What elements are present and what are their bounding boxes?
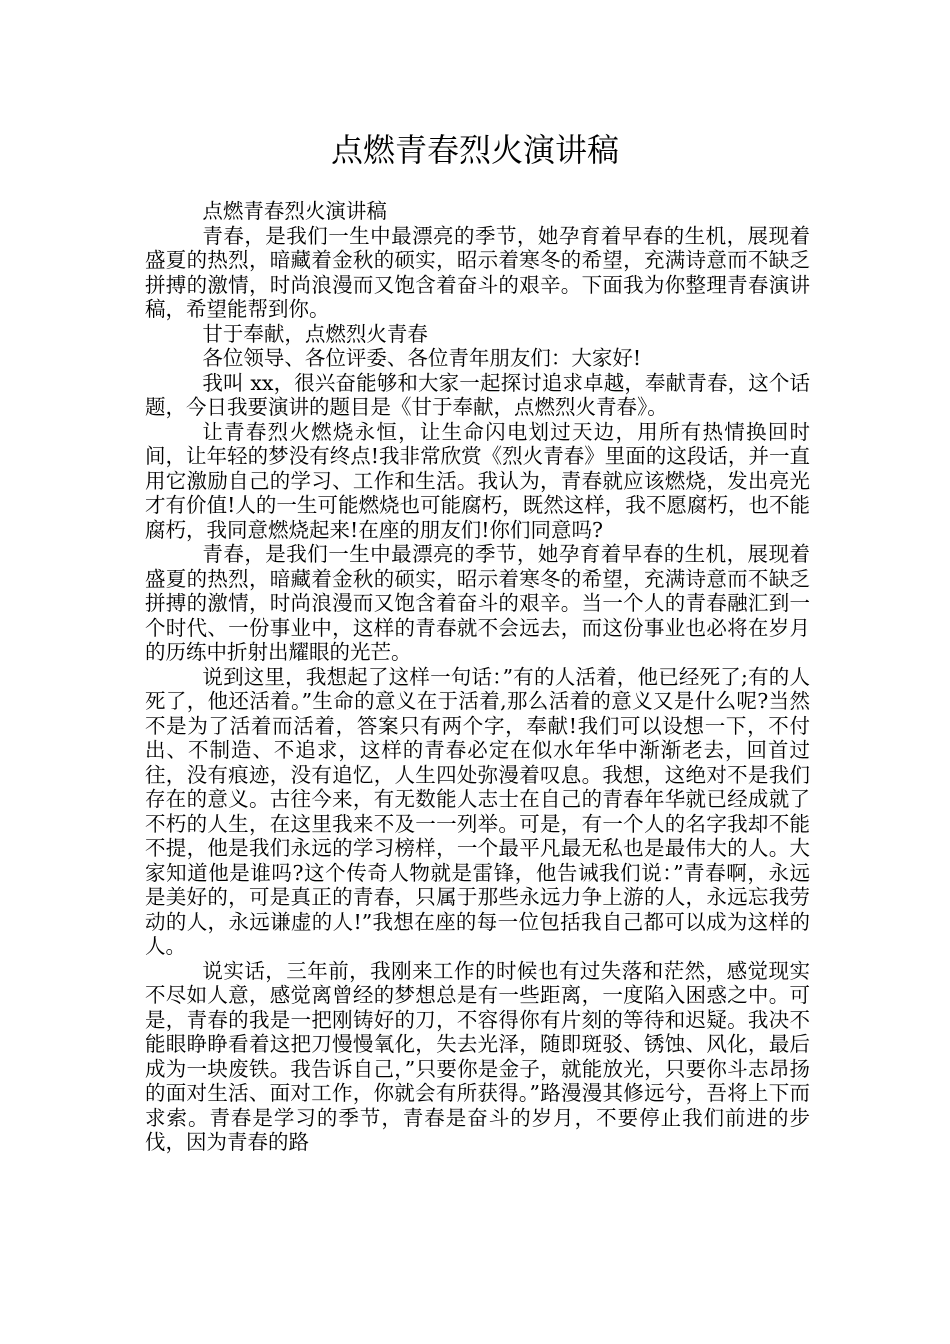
paragraph-personal-story: 说实话，三年前，我刚来工作的时候也有过失落和茫然，感觉现实不尽如人意，感觉离曾经的梦想总是有一些距离，一度陷入困惑之中。可是，青春的我是一把刚铸好的刀，不容得你有片刻的等待和迟疑。我决不能眼睁睁看着这把刀慢慢氧化，失去光泽，随即斑驳、锈蚀、风化，最后成为一块废铁。我告诉自己，”只要你是金子，就能放光，只要你斗志昂扬的面对生活、面对工作，你就会有所获得。”路漫漫其修远兮，吾将上下而求索。青春是学习的季节，青春是奋斗的岁月，不要停止我们前进的步伐，因为青春的路 [145,958,810,1154]
paragraph-youth-season: 青春，是我们一生中最漂亮的季节，她孕育着早春的生机，展现着盛夏的热烈，暗藏着金秋的硕实，昭示着寒冬的希望，充满诗意而不缺乏拼搏的激情，时尚浪漫而又饱含着奋斗的艰辛。当一个人的青春融汇到一个时代、一份事业中，这样的青春就不会远去，而这份事业也必将在岁月的历练中折射出耀眼的光芒。 [145,542,810,664]
paragraph-self-introduction: 我叫 xx，很兴奋能够和大家一起探讨追求卓越，奉献青春，这个话题，今日我要演讲的题目是《甘于奉献，点燃烈火青春》。 [145,370,810,419]
paragraph-intro: 青春，是我们一生中最漂亮的季节，她孕育着早春的生机，展现着盛夏的热烈，暗藏着金秋的硕实，昭示着寒冬的希望，充满诗意而不缺乏拼搏的激情，时尚浪漫而又饱含着奋斗的艰辛。下面我为你整理青春演讲稿，希望能帮到你。 [145,223,810,321]
paragraph-meaning-of-life: 说到这里，我想起了这样一句话：”有的人活着，他已经死了;有的人死了，他还活着。”生命的意义在于活着,那么活着的意义又是什么呢?当然不是为了活着而活着，答案只有两个字，奉献!我们可以设想一下，不付出、不制造、不追求，这样的青春必定在似水年华中渐渐老去，回首过往，没有痕迹，没有追忆，人生四处弥漫着叹息。我想，这绝对不是我们存在的意义。古往今来，有无数能人志士在自己的青春年华就已经成就了不朽的人生，在这里我来不及一一列举。可是，有一个人的名字我却不能不提，他是我们永远的学习榜样，一个最平凡最无私也是最伟大的人。大家知道他是谁吗?这个传奇人物就是雷锋，他告诫我们说：”青春啊，永远是美好的，可是真正的青春，只属于那些永远力争上游的人，永远忘我劳动的人，永远谦虚的人!”我想在座的每一位包括我自己都可以成为这样的人。 [145,664,810,958]
document-body [145,199,810,1299]
document-title: 点燃青春烈火演讲稿 [330,131,619,169]
paragraph-burning-youth: 让青春烈火燃烧永恒，让生命闪电划过天边，用所有热情换回时间，让年轻的梦没有终点!我非常欣赏《烈火青春》里面的这段话，并一直用它激励自己的学习、工作和生活。我认为，青春就应该燃烧，发出亮光才有价值!人的一生可能燃烧也可能腐朽，既然这样，我不愿腐朽，也不能腐朽，我同意燃烧起来!在座的朋友们!你们同意吗? [145,419,810,542]
paragraph-speech-title: 甘于奉献，点燃烈火青春 [202,321,428,346]
paragraph-greeting: 各位领导、各位评委、各位青年朋友们：大家好! [202,346,642,370]
paragraph-subtitle: 点燃青春烈火演讲稿 [202,199,387,223]
